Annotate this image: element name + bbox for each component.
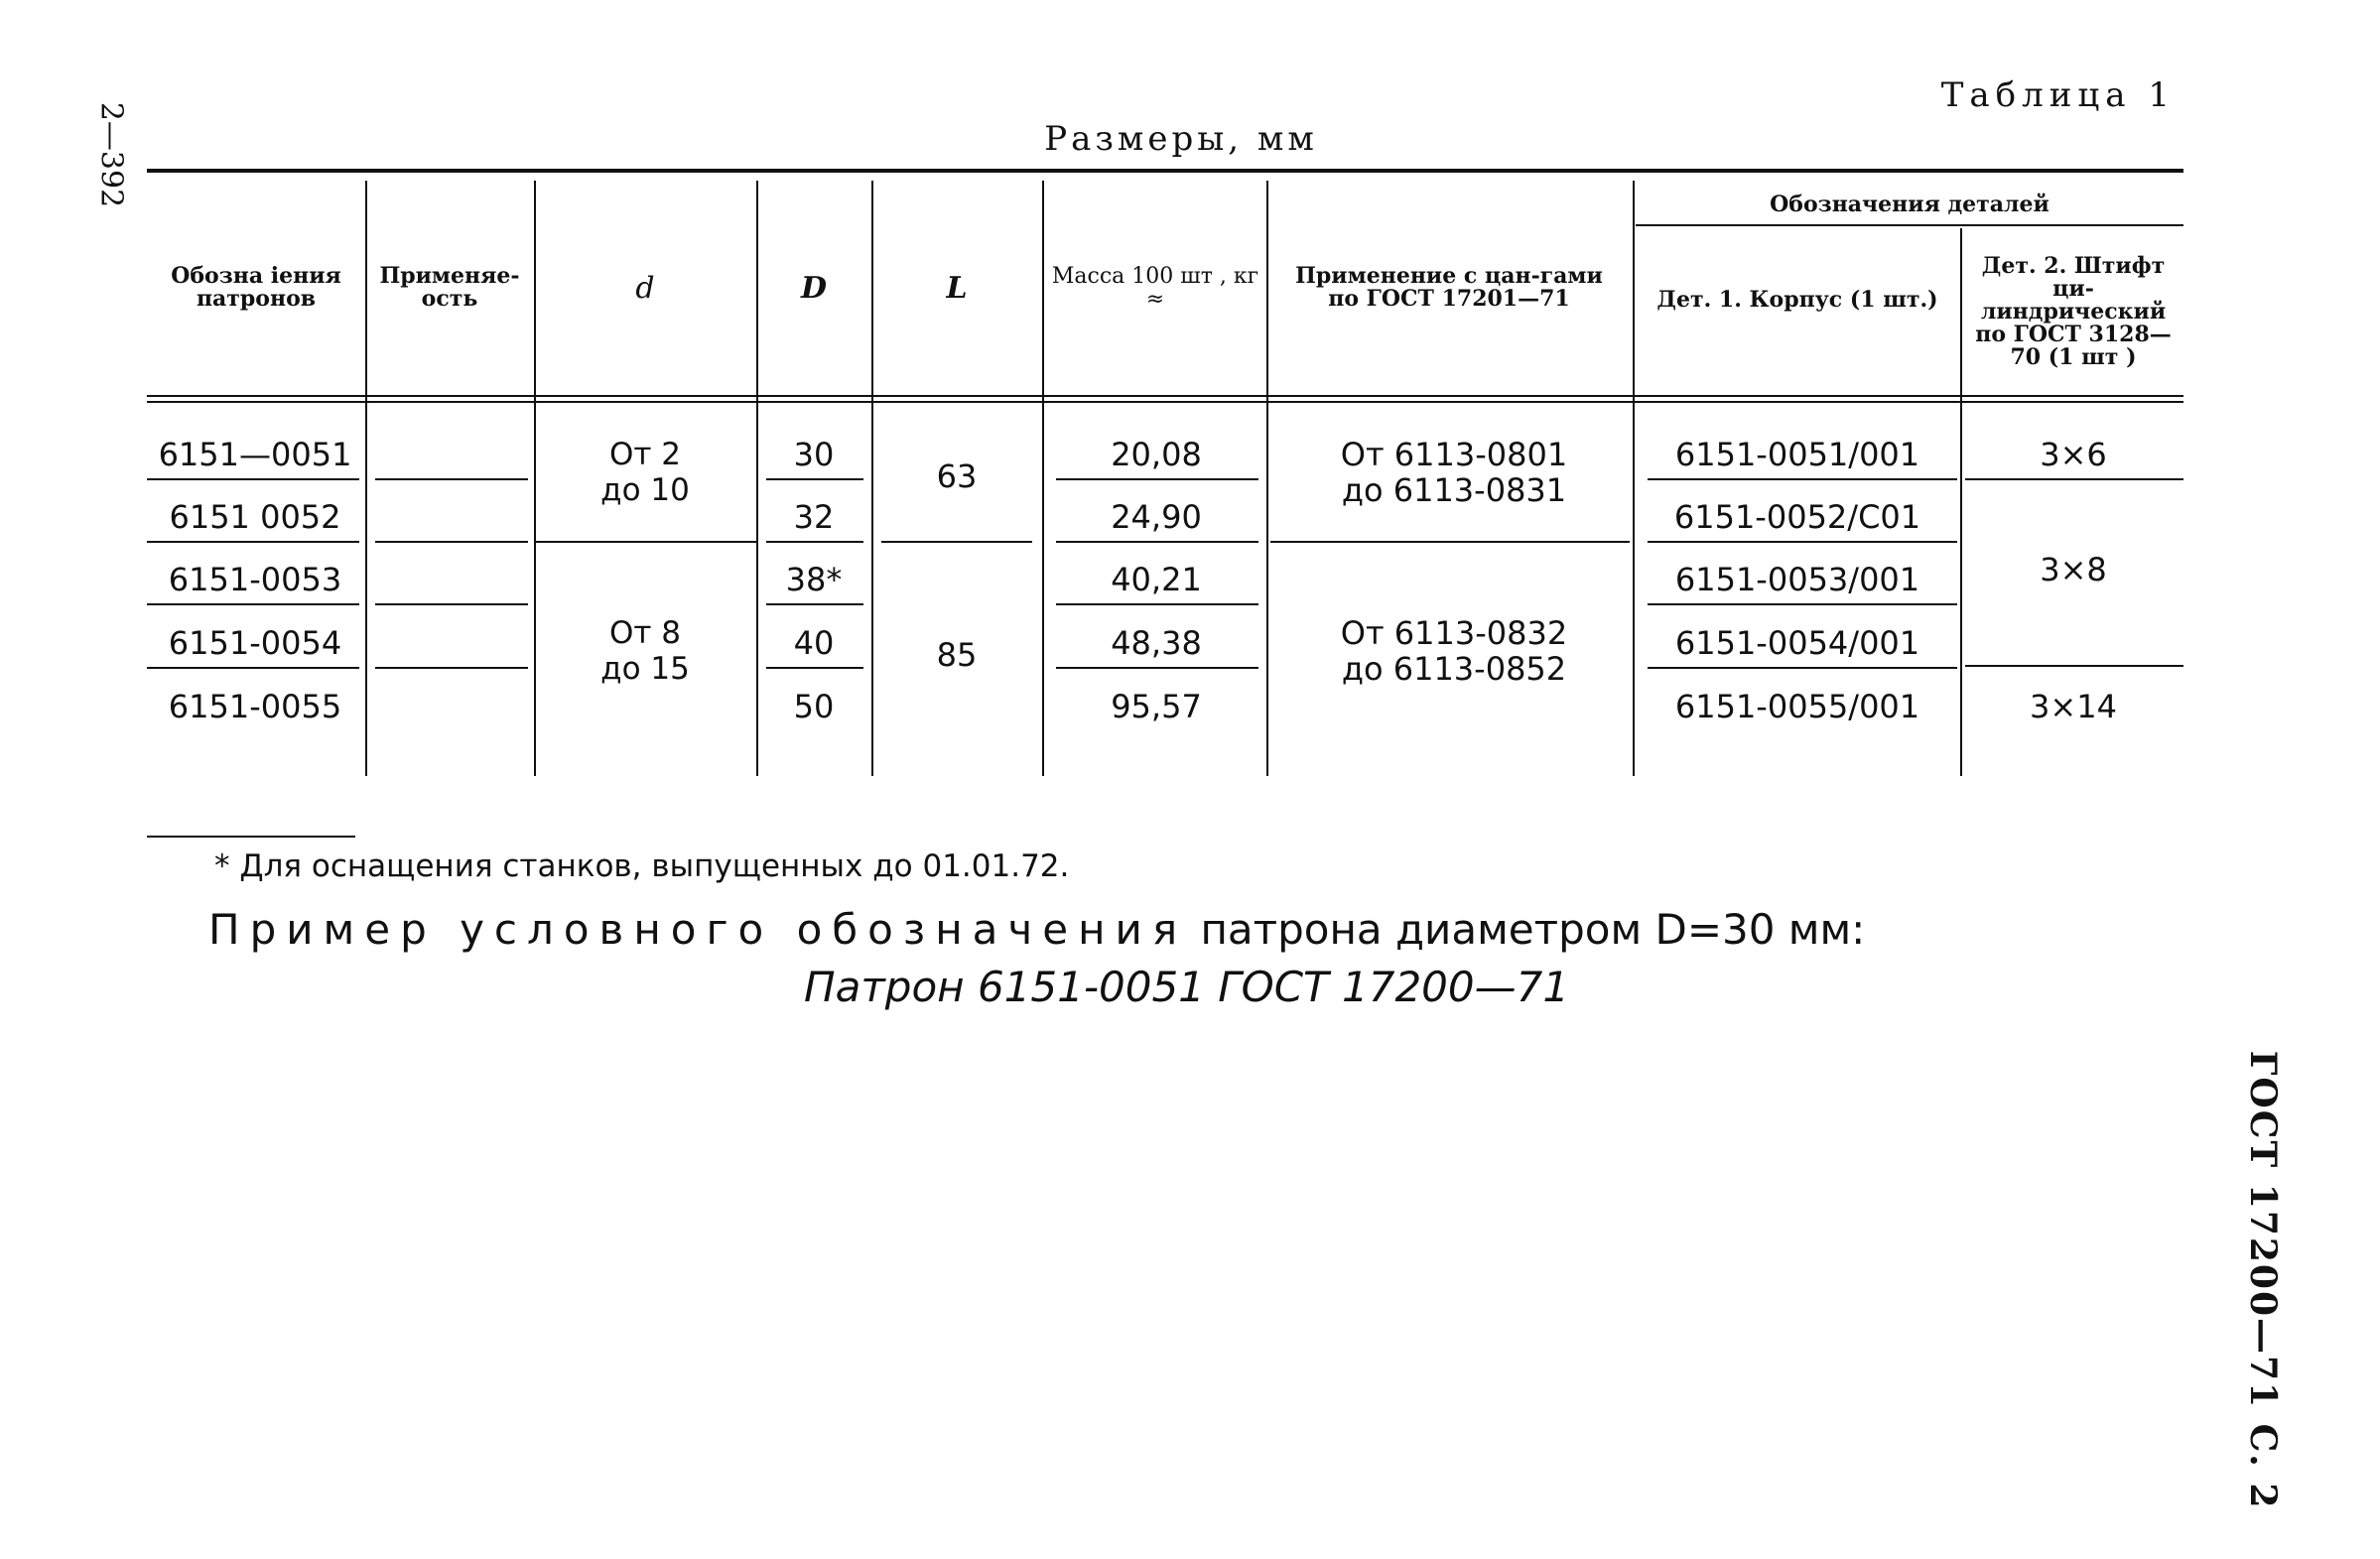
example-line — [208, 905, 1865, 954]
row-2-part1: 6151-0052/С01 — [1673, 498, 1921, 536]
header-collets: Применение с цан-гами по ГОСТ 17201—71 — [1295, 263, 1603, 312]
example-spaced: Пример условного обозначения — [208, 905, 1188, 954]
row-rule — [147, 478, 359, 480]
row-rule — [1965, 665, 2183, 667]
header-rule-1 — [147, 395, 2183, 397]
row-4-D: 40 — [793, 624, 835, 662]
d-group-2: От 8 до 15 — [600, 615, 690, 687]
col-line-7 — [1633, 181, 1635, 776]
row-rule — [1056, 478, 1258, 480]
row-rule — [881, 541, 1032, 543]
header-rule-2 — [147, 401, 2183, 403]
row-rule — [1270, 541, 1630, 543]
row-2-mass: 24,90 — [1111, 498, 1202, 536]
footnote-rule — [147, 836, 355, 838]
row-1-mass: 20,08 — [1111, 436, 1202, 473]
footnote: * Для оснащения станков, выпущенных до 01.01.72. — [214, 848, 1070, 884]
collet-group-2: От 6113-0832 до 6113-0852 — [1340, 614, 1568, 688]
row-2-D: 32 — [793, 498, 835, 536]
page-number: 2—392 — [93, 101, 129, 208]
header-part1: Дет. 1. Корпус (1 шт.) — [1656, 286, 1938, 313]
row-rule — [1056, 667, 1258, 669]
header-d: d — [635, 270, 655, 306]
row-rule — [1056, 603, 1258, 605]
row-rule — [536, 541, 756, 543]
row-rule — [147, 603, 359, 605]
row-rule — [1648, 667, 1957, 669]
row-rule — [375, 478, 528, 480]
d-group-1: От 2 до 10 — [600, 437, 690, 508]
pin-group-3: 3×14 — [2030, 688, 2117, 725]
row-rule — [147, 667, 359, 669]
L-group-2: 85 — [936, 636, 978, 674]
table-top-rule — [147, 169, 2183, 173]
col-line-5 — [1042, 181, 1044, 776]
row-rule — [147, 541, 359, 543]
header-applicability: Применяе-ость — [379, 263, 520, 312]
example-rest: патрона диаметром D=30 мм: — [1200, 905, 1866, 954]
row-1-designation: 6151—0051 — [158, 436, 352, 473]
row-rule — [375, 667, 528, 669]
row-2-designation: 6151 0052 — [169, 498, 341, 536]
row-4-designation: 6151-0054 — [168, 624, 342, 662]
row-5-D: 50 — [793, 688, 835, 725]
row-5-designation: 6151-0055 — [168, 688, 342, 725]
row-rule — [375, 541, 528, 543]
row-4-part1: 6151-0054/001 — [1674, 624, 1920, 662]
row-rule — [1648, 478, 1957, 480]
header-parts-group: Обозначения деталей — [1770, 191, 2049, 217]
row-rule — [766, 478, 863, 480]
header-designation: Обозна іения патронов — [171, 263, 341, 312]
row-rule — [1648, 603, 1957, 605]
header-L: L — [946, 270, 968, 306]
row-rule — [766, 541, 863, 543]
row-5-mass: 95,57 — [1111, 688, 1202, 725]
row-rule — [766, 667, 863, 669]
row-3-D: 38* — [785, 561, 843, 598]
row-3-mass: 40,21 — [1111, 561, 1202, 598]
row-1-D: 30 — [793, 436, 835, 473]
collet-group-1: От 6113-0801 до 6113-0831 — [1340, 436, 1568, 509]
header-part2: Дет. 2. Штифт ци-линдрический по ГОСТ 3128—70 (1 шт ) — [1975, 252, 2172, 370]
table-caption: Размеры, мм — [1044, 119, 1318, 159]
row-3-designation: 6151-0053 — [168, 561, 342, 598]
col-line-8 — [1960, 228, 1962, 776]
example-value: Патрон 6151-0051 ГОСТ 17200—71 — [804, 963, 1570, 1011]
row-rule — [1648, 541, 1957, 543]
L-group-1: 63 — [936, 457, 978, 495]
row-rule — [1965, 478, 2183, 480]
row-3-part1: 6151-0053/001 — [1674, 561, 1920, 598]
row-4-mass: 48,38 — [1111, 624, 1202, 662]
row-rule — [1056, 541, 1258, 543]
table-label: Таблица 1 — [1940, 75, 2176, 115]
row-5-part1: 6151-0055/001 — [1674, 688, 1920, 725]
pin-group-2: 3×8 — [2040, 551, 2107, 588]
header-D: D — [800, 270, 827, 306]
col-line-6 — [1266, 181, 1268, 776]
row-1-part1: 6151-0051/001 — [1674, 436, 1920, 473]
pin-group-1: 3×6 — [2040, 436, 2107, 473]
row-rule — [766, 603, 863, 605]
gost-side-label: ГОСТ 17200—71 С. 2 — [2242, 1050, 2284, 1510]
parts-group-rule — [1636, 224, 2183, 226]
header-mass: Масса 100 шт , кг ≈ — [1051, 264, 1259, 312]
row-rule — [375, 603, 528, 605]
